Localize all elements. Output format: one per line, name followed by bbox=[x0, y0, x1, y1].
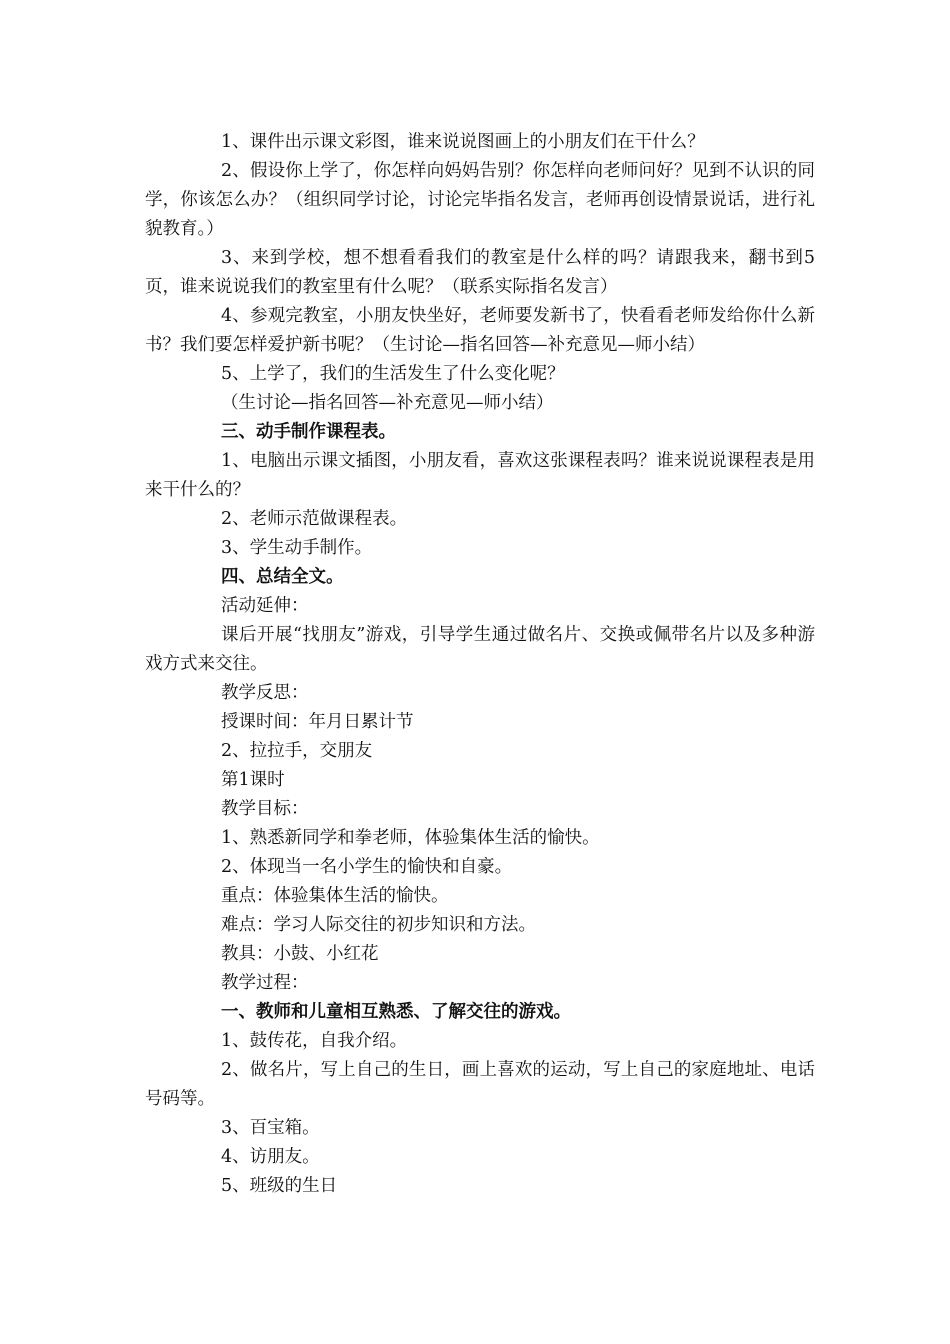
paragraph: 2、拉拉手，交朋友 bbox=[221, 741, 373, 761]
paragraph: 2、老师示范做课程表。 bbox=[221, 509, 408, 529]
paragraph: 2、假设你上学了，你怎样向妈妈告别？你怎样向老师问好？见到不认识的同学，你该怎么办？（组织同学讨论，讨论完毕指名发言，老师再创设情景说话，进行礼貌教育。） bbox=[145, 161, 815, 239]
paragraph: 难点：学习人际交往的初步知识和方法。 bbox=[221, 915, 536, 935]
paragraph: 教学反思： bbox=[221, 683, 309, 703]
paragraph: 1、电脑出示课文插图，小朋友看，喜欢这张课程表吗？谁来说说课程表是用来干什么的？ bbox=[145, 451, 815, 500]
section-heading: 四、总结全文。 bbox=[221, 567, 344, 587]
paragraph: 教学目标： bbox=[221, 799, 309, 819]
paragraph: 1、课件出示课文彩图，谁来说说图画上的小朋友们在干什么？ bbox=[221, 132, 705, 152]
paragraph: （生讨论—指名回答—补充意见—师小结） bbox=[221, 393, 554, 413]
paragraph: 授课时间：年月日累计节 bbox=[221, 712, 414, 732]
paragraph: 教学过程： bbox=[221, 973, 309, 993]
paragraph: 5、班级的生日 bbox=[221, 1176, 338, 1196]
paragraph: 3、百宝箱。 bbox=[221, 1118, 320, 1138]
document-page bbox=[145, 128, 815, 1201]
paragraph: 4、访朋友。 bbox=[221, 1147, 320, 1167]
paragraph: 1、熟悉新同学和拳老师，体验集体生活的愉快。 bbox=[221, 828, 600, 848]
paragraph: 5、上学了，我们的生活发生了什么变化呢？ bbox=[221, 364, 565, 384]
paragraph: 2、做名片，写上自己的生日，画上喜欢的运动，写上自己的家庭地址、电话号码等。 bbox=[145, 1060, 815, 1109]
paragraph: 课后开展“找朋友”游戏，引导学生通过做名片、交换或佩带名片以及多种游戏方式来交往。 bbox=[145, 625, 815, 674]
section-heading: 三、动手制作课程表。 bbox=[221, 422, 396, 442]
paragraph: 重点：体验集体生活的愉快。 bbox=[221, 886, 449, 906]
section-heading: 一、教师和儿童相互熟悉、了解交往的游戏。 bbox=[221, 1002, 571, 1022]
paragraph: 第1课时 bbox=[221, 770, 285, 790]
paragraph: 4、参观完教室，小朋友快坐好，老师要发新书了，快看看老师发给你什么新书？我们要怎样爱护新书呢？（生讨论—指名回答—补充意见—师小结） bbox=[145, 306, 815, 355]
paragraph: 3、来到学校，想不想看看我们的教室是什么样的吗？请跟我来，翻书到5页，谁来说说我们的教室里有什么呢？（联系实际指名发言） bbox=[145, 248, 815, 297]
paragraph: 教具：小鼓、小红花 bbox=[221, 944, 379, 964]
paragraph: 1、鼓传花，自我介绍。 bbox=[221, 1031, 408, 1051]
paragraph: 2、体现当一名小学生的愉快和自豪。 bbox=[221, 857, 513, 877]
paragraph: 3、学生动手制作。 bbox=[221, 538, 373, 558]
paragraph: 活动延伸： bbox=[221, 596, 309, 616]
